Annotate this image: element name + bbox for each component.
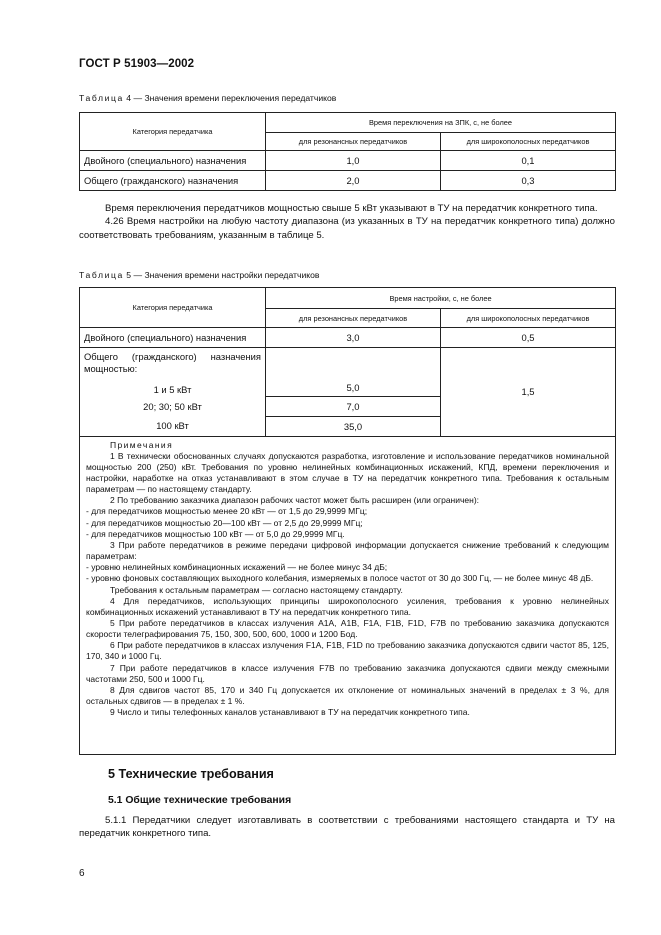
section-5-1-1-paragraph — [79, 814, 615, 841]
table5-col-broadband: для широкополосных передатчиков — [441, 309, 616, 328]
paragraph-switching-time: Время переключения передатчиков мощностью свыше 5 кВт указывают в ТУ на передатчик конкретного типа. — [105, 203, 598, 214]
note-8: 8 Для сдвигов частот 85, 170 и 340 Гц допускается их отклонение от номинальных значений в пределах ± 3 %, для остальных сдвигов — в пределах ± 1 %. — [86, 684, 610, 707]
section-5-1-heading: 5.1 Общие технические требования — [108, 795, 292, 806]
note-3-item-1: - уровню нелинейных комбинационных искажений — не более минус 34 дБ; — [86, 562, 388, 573]
table5 — [79, 287, 616, 755]
table4-row1-resonant: 1,0 — [266, 151, 441, 171]
table5-civil-power-3: 100 кВт — [80, 416, 266, 436]
table5-caption — [79, 270, 319, 280]
note-2-item-2: - для передатчиков мощностью 20—100 кВт — от 2,5 до 29,9999 МГц; — [86, 517, 363, 528]
notes-title: Примечания — [110, 439, 174, 450]
table5-caption-text: 5 — Значения времени настройки передатчиков — [126, 270, 320, 280]
standard-header: ГОСТ Р 51903—2002 — [79, 58, 195, 70]
table-row — [80, 328, 616, 348]
table5-col-category: Категория передатчика — [80, 288, 266, 328]
table4-caption — [79, 93, 336, 103]
table5-special-resonant: 3,0 — [266, 328, 441, 348]
table5-civil-resonant-2: 7,0 — [266, 396, 441, 416]
table5-caption-prefix: Таблица — [79, 270, 124, 280]
table4-caption-text: 4 — Значения времени переключения передатчиков — [126, 93, 337, 103]
paragraph-5-1-1: 5.1.1 Передатчики следует изготавливать в соответствии с требованиями настоящего стандарта и ТУ на передатчик конкретного типа. — [79, 815, 615, 840]
table4-row1-category: Двойного (специального) назначения — [80, 151, 266, 171]
section-5-heading: 5 Технические требования — [108, 767, 274, 781]
table5-civil-resonant-1: 5,0 — [266, 348, 441, 397]
note-5: 5 При работе передатчиков в классах излучения А1А, А1В, F1A, F1B, F1D, F7B по требованию заказчика допускаются скорости телеграфирования 75, 150, 300, 500, 600, 1000 и 1200 Бод. — [86, 618, 610, 640]
note-7: 7 При работе передатчиков в классе излучения F7B по требованию заказчика допускаются сдвиги между смежными частотами 250, 500 и 1000 Гц. — [86, 662, 610, 684]
table-row — [80, 348, 616, 397]
table5-special-broadband: 0,5 — [441, 328, 616, 348]
table5-civil-label: Общего (гражданского) назначения мощностью: — [84, 351, 261, 374]
table5-civil-cell — [80, 348, 266, 397]
body-text — [79, 202, 615, 242]
table4-col-resonant: для резонансных передатчиков — [266, 133, 441, 151]
table-row — [80, 151, 616, 171]
note-3: 3 При работе передатчиков в режиме передачи цифровой информации допускается снижение требований к следующим параметрам: — [86, 539, 610, 562]
table5-civil-resonant-3: 35,0 — [266, 416, 441, 436]
table5-notes-row — [80, 436, 616, 754]
paragraph-4-26: 4.26 Время настройки на любую частоту диапазона (из указанных в ТУ на передатчик конкретного типа) должно соответствовать требованиям, указанным в таблице 5. — [79, 216, 615, 241]
note-1: 1 В технически обоснованных случаях допускаются разработка, изготовление и использование передатчиков номинальной мощностью 200 (250) кВт. Требования по уровню нелинейных комбинационных искажений, КПД, времени переключения и настройки, наработке на отказ устанавливают в этом случае в ТУ на передатчик конкретного типа. Требования к остальным параметрам — по настоящему стандарту. — [86, 450, 610, 495]
table5-col-group: Время настройки, с, не более — [266, 288, 616, 309]
table5-civil-power-2: 20; 30; 50 кВт — [80, 396, 266, 416]
table4-row2-category: Общего (гражданского) назначения — [80, 171, 266, 191]
note-2-item-1: - для передатчиков мощностью менее 20 кВт — от 1,5 до 29,9999 МГц; — [86, 506, 368, 517]
table4-row1-broadband: 0,1 — [441, 151, 616, 171]
note-2: 2 По требованию заказчика диапазон рабочих частот может быть расширен (или ограничен): — [110, 495, 480, 506]
table5-notes — [80, 436, 616, 754]
table4-col-broadband: для широкополосных передатчиков — [441, 133, 616, 151]
note-3-item-2: - уровню фоновых составляющих выходного колебания, измеряемых в полосе частот от 30 до 300 Гц, — не более минус 48 дБ. — [86, 573, 594, 584]
table4-col-group: Время переключения на ЗПК, с, не более — [266, 113, 616, 133]
table4 — [79, 112, 616, 191]
table5-special-category: Двойного (специального) назначения — [80, 328, 266, 348]
note-2-item-3: - для передатчиков мощностью 100 кВт — от 5,0 до 29,9999 МГц. — [86, 528, 345, 539]
note-6: 6 При работе передатчиков в классах излучения F1A, F1B, F1D по требованию заказчика допускаются сдвиги частот 85, 125, 170, 340 и 1000 Гц. — [86, 640, 610, 662]
page-number: 6 — [79, 868, 85, 879]
table4-row2-resonant: 2,0 — [266, 171, 441, 191]
table5-civil-broadband: 1,5 — [441, 348, 616, 437]
table4-caption-prefix: Таблица — [79, 93, 124, 103]
note-3-tail: Требования к остальным параметрам — согласно настоящему стандарту. — [110, 584, 403, 595]
table-row — [80, 171, 616, 191]
note-9: 9 Число и типы телефонных каналов устанавливают в ТУ на передатчик конкретного типа. — [110, 707, 470, 718]
table4-row2-broadband: 0,3 — [441, 171, 616, 191]
note-4: 4 Для передатчиков, использующих принципы широкополосного усиления, требования к уровню нелинейных комбинационных искажений устанавливают в ТУ на передатчик конкретного типа. — [86, 595, 610, 617]
table5-col-resonant: для резонансных передатчиков — [266, 309, 441, 328]
table4-col-category: Категория передатчика — [80, 113, 266, 151]
table5-civil-power-1: 1 и 5 кВт — [153, 384, 192, 395]
